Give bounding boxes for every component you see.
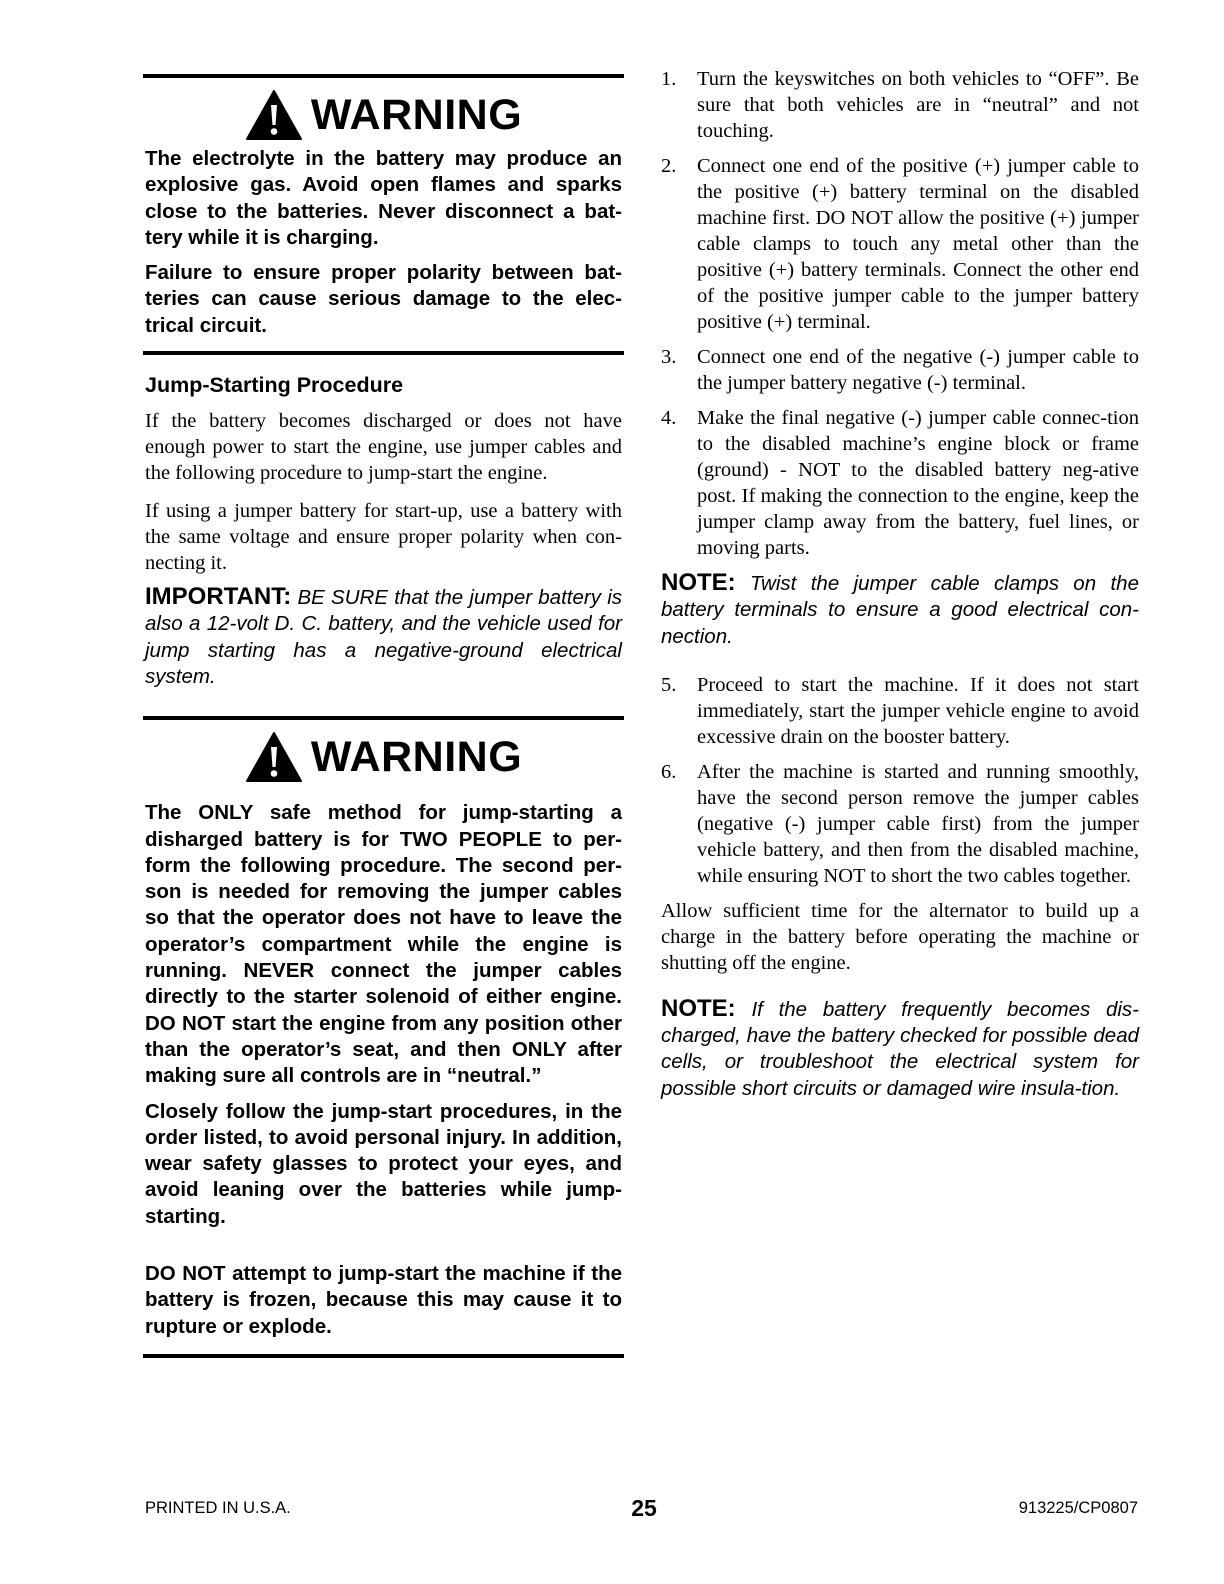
warning-paragraph: The ONLY safe method for jump-starting a disharged battery is for TWO PEOPLE to per-form the following procedure. The second per-son is needed for removing the jumper cables so that the operator does not have to leave the operator’s compartment while the engine is running. NEVER connect the jumper cables directly to the starter solenoid of either engine. DO NOT start the engine from any position other than the operator’s seat, and then ONLY after making sure all controls are in “neutral.” [145,801,622,1088]
warning-paragraph: The electrolyte in the battery may produce an explosive gas. Avoid open flames and sparks close to the batteries. Never disconnect a bat-tery while it is charging. [145,147,622,249]
warning-header [143,726,624,788]
warning-triangle-icon [245,731,303,783]
procedure-steps [661,66,1139,561]
note-label: NOTE: [661,994,736,1022]
warning-paragraph: DO NOT attempt to jump-start the machine if the battery is frozen, because this may cause it to rupture or explode. [145,1262,622,1338]
important-label: IMPORTANT: [145,583,292,611]
right-column [661,66,1139,1124]
body-paragraph: Allow sufficient time for the alternator to build up a charge in the battery before operating the machine or shutting off the engine. [661,899,1139,974]
note-label: NOTE: [661,569,736,596]
important-note [145,584,622,690]
warning-title: WARNING [310,90,523,139]
section-title: Jump-Starting Procedure [145,373,404,398]
note [661,996,1139,1102]
list-item: 2. Connect one end of the positive (+) jumper cable to the positive (+) battery terminal on the disabled machine first. DO NOT allow the positive (+) jumper cable clamps to touch any metal other than the positive (+) battery terminals. Connect the other end of the positive jumper cable to the jumper battery positive (+) terminal. [661,155,1139,333]
body-paragraph: If using a jumper battery for start-up, use a battery with the same voltage and ensure proper polarity when con-necting it. [145,500,622,575]
warning-paragraph: Failure to ensure proper polarity between bat-teries can cause serious damage to the elec-trical circuit. [145,261,622,337]
warning-header [143,84,624,146]
note-text: Twist the jumper cable clamps on the battery terminals to ensure a good electrical con-nection. [661,572,1139,648]
body-paragraph: If the battery becomes discharged or does not have enough power to start the engine, use jumper cables and the following procedure to jump-start the engine. [145,410,622,485]
warning-paragraph: Closely follow the jump-start procedures, in the order listed, to avoid personal injury. In addition, wear safety glasses to protect your eyes, and avoid leaning over the batteries while jump-starting. [145,1099,622,1228]
note [661,570,1139,650]
list-item: 6. After the machine is started and running smoothly, have the second person remove the jumper cables (negative (-) jumper cable first) from the jumper vehicle battery, and then from the disabled machine, while ensuring NOT to short the two cables together. [661,760,1139,887]
footer-printed: PRINTED IN U.S.A. [145,1499,291,1517]
warning-triangle-icon [245,89,303,141]
left-column [143,74,624,1358]
list-item: 5. Proceed to start the machine. If it does not start immediately, start the jumper vehicle engine to avoid excessive drain on the booster battery. [661,673,1139,748]
procedure-steps [661,672,1139,889]
list-item: 1. Turn the keyswitches on both vehicles to “OFF”. Be sure that both vehicles are in “neutral” and not touching. [661,68,1139,142]
warning-title: WARNING [310,732,523,781]
list-item: 4. Make the final negative (-) jumper cable connec-tion to the disabled machine’s engine block or frame (ground) - NOT to the disabled battery neg-ative post. If making the connection to the engine, keep the jumper clamp away from the battery, fuel lines, or moving parts. [661,407,1139,559]
warning-top-rule [143,74,624,78]
important-text: BE SURE that the jumper battery is also a 12-volt D. C. battery, and the vehicle used for jump starting has a negative-ground electrical system. [145,586,622,688]
page-number: 25 [631,1495,657,1521]
list-item: 3. Connect one end of the negative (-) jumper cable to the jumper battery negative (-) terminal. [661,346,1139,394]
footer-doc-code: 913225/CP0807 [1018,1499,1138,1517]
warning-bottom-rule [143,1354,624,1358]
warning-top-rule [143,716,624,720]
note-text: If the battery frequently becomes dis-charged, have the battery checked for possible dead cells, or troubleshoot the electrical system for possible short circuits or damaged wire insula-tion. [661,997,1140,1100]
warning-bottom-rule [143,351,624,355]
